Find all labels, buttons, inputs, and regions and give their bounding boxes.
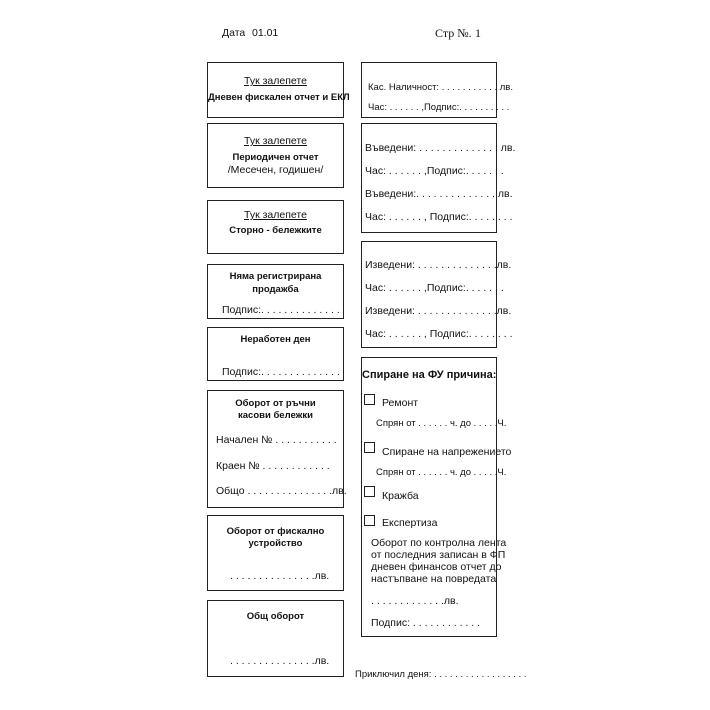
page-value: 1 bbox=[475, 26, 481, 40]
day-closed-line: Приключил деня: . . . . . . . . . . . . . . . . . . bbox=[355, 669, 527, 680]
non-working-day-title: Неработен ден bbox=[240, 334, 311, 345]
fiscal-turnover-box bbox=[207, 515, 344, 591]
cash-out-1: Изведени: . . . . . . . . . . . . . .лв. bbox=[365, 259, 512, 271]
power-checkbox[interactable] bbox=[364, 442, 375, 453]
cash-balance-box bbox=[361, 62, 513, 118]
power-label: Спиране на напрежението bbox=[382, 446, 512, 458]
manual-receipts-title-2: касови бележки bbox=[238, 410, 313, 421]
daily-report-title: Дневен фискален отчет и ЕКЛ bbox=[208, 92, 350, 103]
repair-stop-time: Спрян от . . . . . . ч. до . . . . .Ч. bbox=[376, 418, 507, 429]
expert-label: Експертиза bbox=[382, 517, 438, 529]
theft-label: Кражба bbox=[382, 490, 419, 502]
no-sale-box bbox=[207, 264, 344, 319]
storno-title: Сторно - бележките bbox=[229, 225, 322, 236]
cash-in-1: Въведени: . . . . . . . . . . . . . . лв. bbox=[365, 142, 516, 154]
non-working-day-signature: Подпис:. . . . . . . . . . . . . . bbox=[222, 366, 340, 378]
date-label: Дата bbox=[222, 27, 246, 39]
stop-amount: . . . . . . . . . . . . .лв. bbox=[371, 595, 459, 607]
stick-here-label: Тук залепете bbox=[244, 209, 307, 221]
cash-in-time-1: Час: . . . . . . ,Подпис:. . . . . . . bbox=[365, 165, 504, 177]
fiscal-turnover-title-2: устройство bbox=[248, 538, 303, 549]
no-sale-title-1: Няма регистрирана bbox=[229, 271, 322, 282]
total-turnover-title: Общ оборот bbox=[246, 611, 305, 622]
cash-out-time-1: Час: . . . . . . ,Подпис:. . . . . . . bbox=[365, 282, 504, 294]
fiscal-turnover-amount: . . . . . . . . . . . . . . .лв. bbox=[230, 570, 330, 582]
non-working-day-box bbox=[207, 327, 344, 381]
stop-signature: Подпис: . . . . . . . . . . . . bbox=[371, 617, 481, 629]
storno-box bbox=[207, 200, 344, 254]
cash-out-box bbox=[361, 241, 513, 348]
manual-total: Общо . . . . . . . . . . . . . . .лв. bbox=[216, 485, 347, 497]
cash-in-2: Въведени:. . . . . . . . . . . . . . лв. bbox=[365, 188, 513, 200]
manual-receipts-box bbox=[207, 390, 347, 508]
cash-time-signature: Час: . . . . . . ,Подпис:. . . . . . . . . . bbox=[368, 102, 510, 113]
periodic-report-box bbox=[207, 123, 344, 188]
cash-balance-line: Кас. Наличност: . . . . . . . . . . . лв. bbox=[368, 82, 513, 93]
page-label: Стр №. bbox=[435, 26, 472, 40]
periodic-report-sub: /Месечен, годишен/ bbox=[227, 164, 324, 176]
cash-out-time-2: Час: . . . . . . , Подпис:. . . . . . . . bbox=[365, 328, 513, 340]
repair-checkbox[interactable] bbox=[364, 394, 375, 405]
fu-stop-title: Спиране на ФУ причина: bbox=[362, 369, 497, 381]
total-turnover-amount: . . . . . . . . . . . . . . .лв. bbox=[230, 655, 330, 667]
note-line-1: Оборот по контролна лента bbox=[371, 537, 507, 549]
repair-label: Ремонт bbox=[382, 397, 419, 409]
note-line-2: от последния записан в ФП bbox=[371, 549, 506, 561]
start-number: Начален № . . . . . . . . . . . bbox=[216, 434, 337, 446]
note-line-4: настъпване на повредата bbox=[371, 573, 497, 585]
note-line-3: дневен финансов отчет до bbox=[371, 561, 502, 573]
date-value: 01.01 bbox=[252, 27, 279, 39]
manual-receipts-title-1: Оборот от ръчни bbox=[235, 398, 316, 409]
expert-checkbox[interactable] bbox=[364, 515, 375, 526]
no-sale-title-2: продажба bbox=[252, 284, 299, 295]
cash-in-box bbox=[361, 123, 516, 233]
theft-checkbox[interactable] bbox=[364, 486, 375, 497]
end-number: Краен № . . . . . . . . . . . . bbox=[216, 460, 330, 472]
cash-out-2: Изведени: . . . . . . . . . . . . . .лв. bbox=[365, 305, 512, 317]
power-stop-time: Спрян от . . . . . . ч. до . . . . .Ч. bbox=[376, 467, 507, 478]
fiscal-turnover-title-1: Оборот от фискално bbox=[226, 526, 325, 537]
stick-here-label: Тук залепете bbox=[244, 135, 307, 147]
total-turnover-box bbox=[207, 600, 344, 677]
fu-stop-box bbox=[361, 357, 512, 637]
periodic-report-title: Периодичен отчет bbox=[232, 152, 319, 163]
no-sale-signature: Подпис:. . . . . . . . . . . . . . bbox=[222, 304, 340, 316]
stick-here-label: Тук залепете bbox=[244, 75, 307, 87]
daily-report-box bbox=[207, 62, 350, 118]
cash-in-time-2: Час: . . . . . . , Подпис:. . . . . . . . bbox=[365, 211, 513, 223]
